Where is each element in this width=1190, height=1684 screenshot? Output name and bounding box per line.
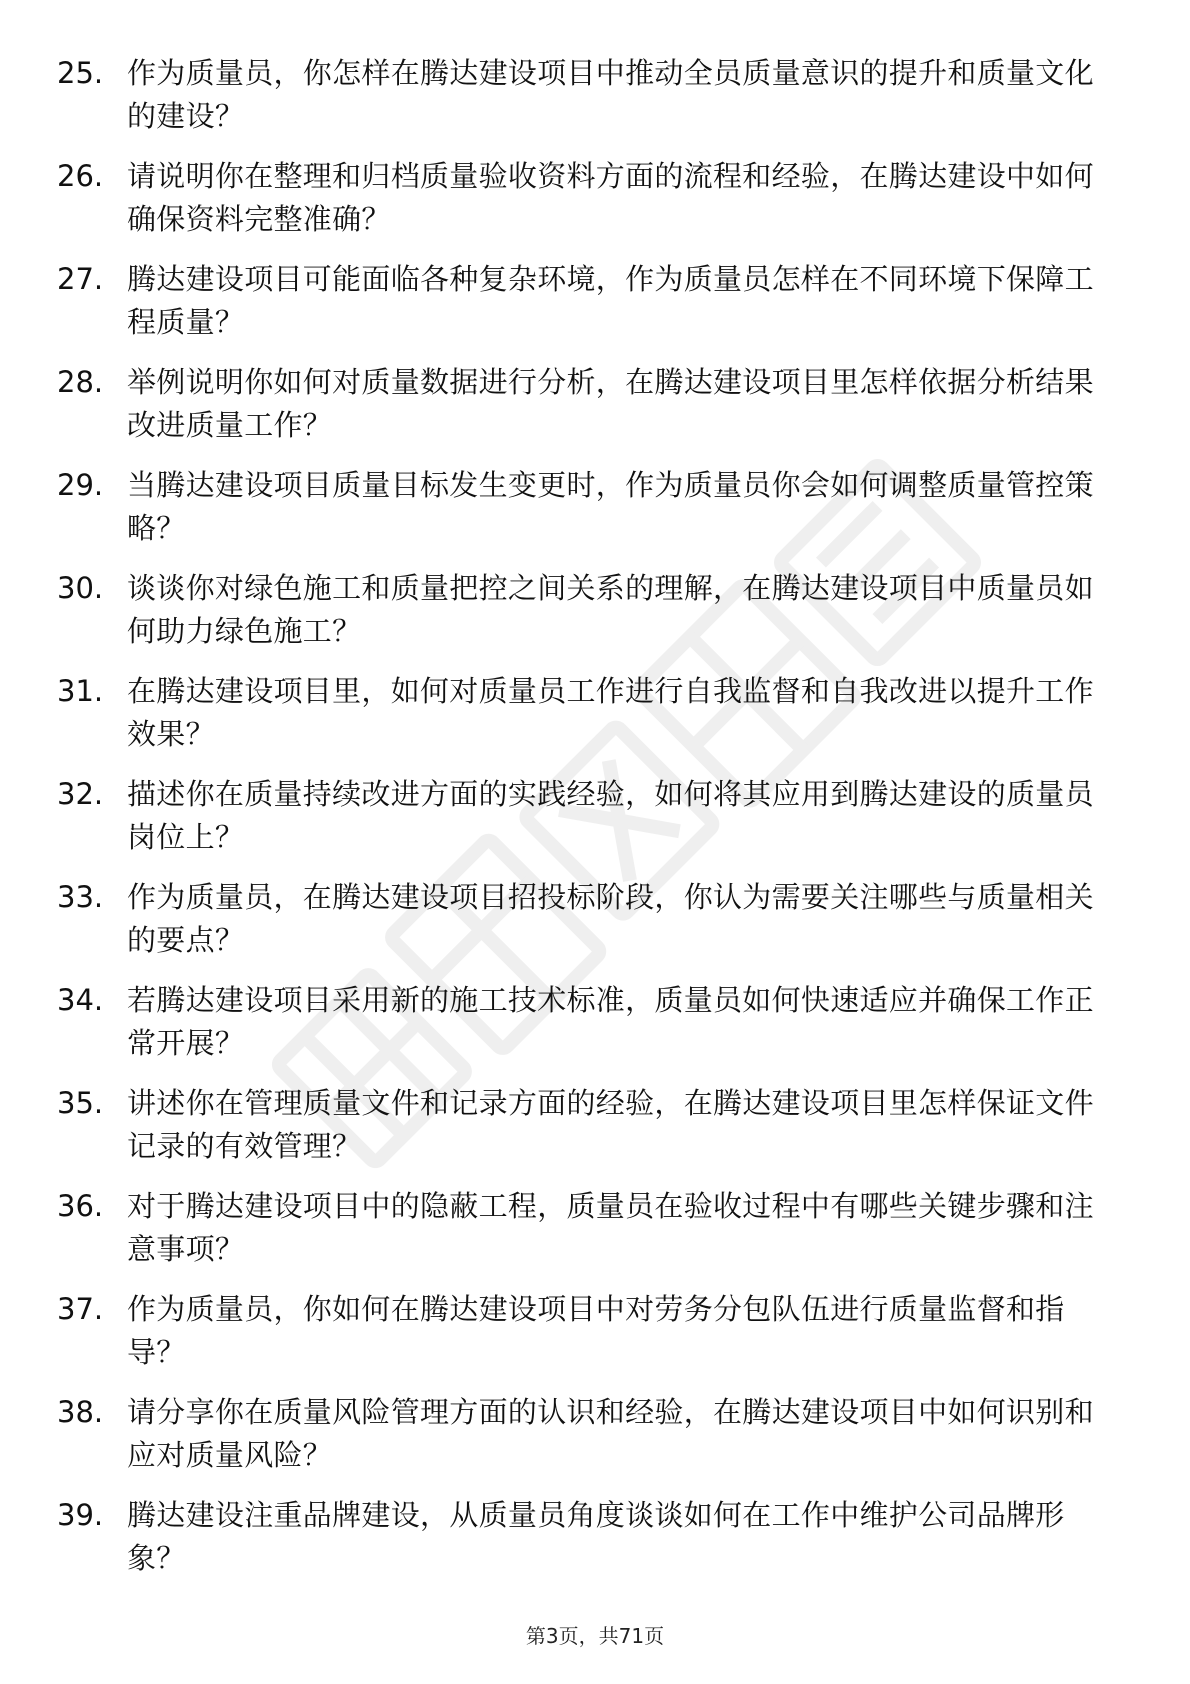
question-number: 28. xyxy=(57,365,104,399)
question-text: 腾达建设项目可能面临各种复杂环境，作为质量员怎样在不同环境下保障工程质量？ xyxy=(127,262,1094,339)
question-item xyxy=(57,1288,1117,1391)
question-item xyxy=(57,1391,1117,1494)
question-number: 29. xyxy=(57,468,104,502)
question-number: 33. xyxy=(57,880,104,914)
question-list xyxy=(57,52,1117,1597)
question-item xyxy=(57,1082,1117,1185)
question-item xyxy=(57,876,1117,979)
question-item xyxy=(57,1494,1117,1597)
question-item xyxy=(57,567,1117,670)
question-text: 作为质量员，你怎样在腾达建设项目中推动全员质量意识的提升和质量文化的建设？ xyxy=(127,56,1094,133)
question-number: 30. xyxy=(57,571,104,605)
question-text: 在腾达建设项目里，如何对质量员工作进行自我监督和自我改进以提升工作效果？ xyxy=(127,674,1094,751)
question-item xyxy=(57,155,1117,258)
question-text: 请说明你在整理和归档质量验收资料方面的流程和经验，在腾达建设中如何确保资料完整准确？ xyxy=(127,159,1094,236)
question-text: 请分享你在质量风险管理方面的认识和经验，在腾达建设项目中如何识别和应对质量风险？ xyxy=(127,1395,1094,1472)
question-number: 38. xyxy=(57,1395,104,1429)
question-text: 若腾达建设项目采用新的施工技术标准，质量员如何快速适应并确保工作正常开展？ xyxy=(127,983,1094,1060)
question-item xyxy=(57,979,1117,1082)
question-number: 36. xyxy=(57,1189,104,1223)
question-item xyxy=(57,361,1117,464)
question-number: 39. xyxy=(57,1498,104,1532)
page-number-footer: 第3页，共71页 xyxy=(525,1624,665,1648)
question-text: 腾达建设注重品牌建设，从质量员角度谈谈如何在工作中维护公司品牌形象？ xyxy=(127,1498,1065,1575)
question-number: 27. xyxy=(57,262,104,296)
question-text: 讲述你在管理质量文件和记录方面的经验，在腾达建设项目里怎样保证文件记录的有效管理？ xyxy=(127,1086,1094,1163)
question-item xyxy=(57,1185,1117,1288)
question-item xyxy=(57,258,1117,361)
question-number: 32. xyxy=(57,777,104,811)
question-item xyxy=(57,773,1117,876)
question-text: 谈谈你对绿色施工和质量把控之间关系的理解，在腾达建设项目中质量员如何助力绿色施工？ xyxy=(127,571,1094,648)
question-text: 对于腾达建设项目中的隐蔽工程，质量员在验收过程中有哪些关键步骤和注意事项？ xyxy=(127,1189,1094,1266)
question-number: 34. xyxy=(57,983,104,1017)
question-text: 描述你在质量持续改进方面的实践经验，如何将其应用到腾达建设的质量员岗位上？ xyxy=(127,777,1094,854)
question-number: 26. xyxy=(57,159,104,193)
question-item xyxy=(57,464,1117,567)
question-item xyxy=(57,52,1117,155)
question-text: 作为质量员，在腾达建设项目招投标阶段，你认为需要关注哪些与质量相关的要点？ xyxy=(127,880,1094,957)
question-text: 当腾达建设项目质量目标发生变更时，作为质量员你会如何调整质量管控策略？ xyxy=(127,468,1094,545)
question-number: 35. xyxy=(57,1086,104,1120)
question-text: 作为质量员，你如何在腾达建设项目中对劳务分包队伍进行质量监督和指导？ xyxy=(127,1292,1065,1369)
question-number: 25. xyxy=(57,56,104,90)
question-number: 37. xyxy=(57,1292,104,1326)
question-item xyxy=(57,670,1117,773)
question-text: 举例说明你如何对质量数据进行分析，在腾达建设项目里怎样依据分析结果改进质量工作？ xyxy=(127,365,1094,442)
question-number: 31. xyxy=(57,674,104,708)
